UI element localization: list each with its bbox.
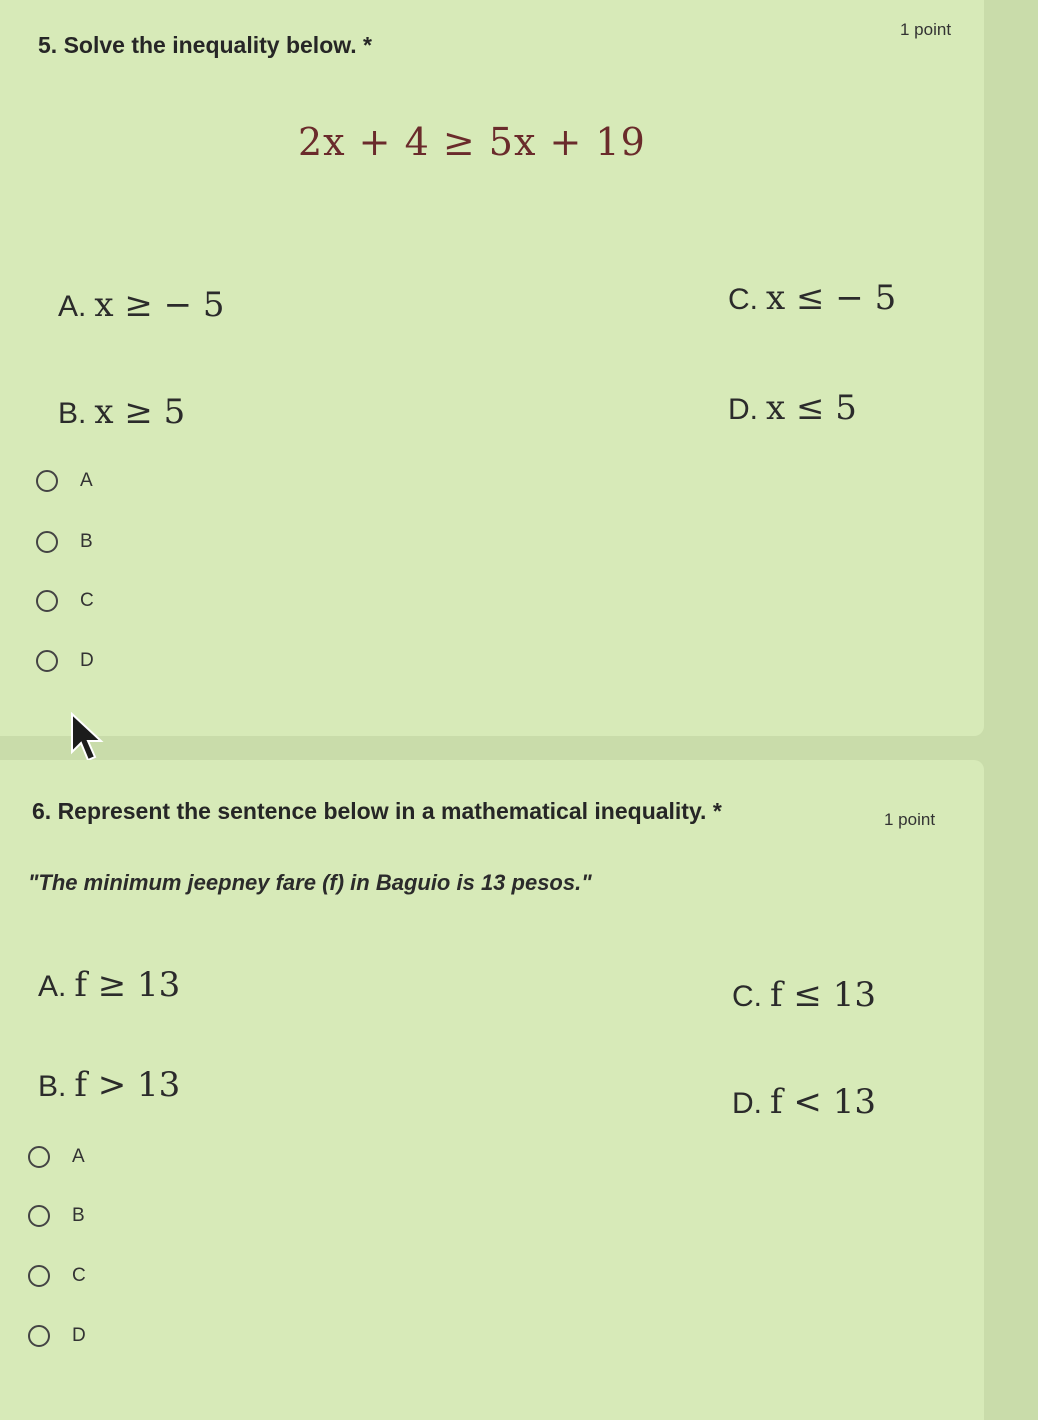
q6-choice-b — [38, 1065, 180, 1105]
question-6-title: 6. Represent the sentence below in a mathematical inequality. * — [32, 798, 722, 824]
q6-choice-d — [732, 1082, 876, 1122]
q5-choice-a — [58, 285, 225, 325]
mouse-pointer-icon — [68, 712, 108, 764]
question-5-title: 5. Solve the inequality below. * — [38, 32, 373, 58]
q5-choice-c-label: C. — [728, 283, 758, 316]
radio-button[interactable] — [28, 1325, 50, 1347]
q6-choice-a-label: A. — [38, 970, 67, 1003]
q5-choice-d-expr: x ≤ 5 — [766, 388, 857, 428]
q5-choice-c — [728, 278, 896, 318]
q6-option-b[interactable] — [28, 1205, 85, 1227]
q5-option-a-label: A — [80, 470, 93, 491]
radio-button[interactable] — [36, 531, 58, 553]
q5-choice-a-label: A. — [58, 290, 87, 323]
q5-option-b[interactable] — [36, 531, 93, 553]
q6-option-a-label: A — [72, 1146, 85, 1167]
q5-option-c-label: C — [80, 590, 94, 611]
q5-choice-c-expr: x ≤ − 5 — [766, 278, 897, 318]
q6-choice-a — [38, 965, 180, 1005]
q6-choice-d-label: D. — [732, 1087, 762, 1120]
q6-choice-c — [732, 975, 876, 1015]
q6-choice-b-label: B. — [38, 1070, 67, 1103]
question-5-equation: 2x + 4 ≥ 5x + 19 — [298, 120, 646, 164]
q6-choice-a-expr: f ≥ 13 — [74, 965, 181, 1005]
radio-button[interactable] — [36, 650, 58, 672]
q5-choice-b — [58, 392, 185, 432]
radio-button[interactable] — [36, 590, 58, 612]
q5-choice-d — [728, 388, 857, 428]
q5-option-d[interactable] — [36, 650, 94, 672]
q6-option-c-label: C — [72, 1265, 86, 1286]
q5-choice-b-label: B. — [58, 397, 87, 430]
question-5-points: 1 point — [900, 20, 952, 39]
q6-option-b-label: B — [72, 1205, 85, 1226]
q6-option-d-label: D — [72, 1325, 86, 1346]
q6-choice-d-expr: f < 13 — [770, 1082, 876, 1122]
q6-choice-c-label: C. — [732, 980, 762, 1013]
q5-option-d-label: D — [80, 650, 94, 671]
q6-option-a[interactable] — [28, 1146, 85, 1168]
question-6-points: 1 point — [884, 810, 936, 829]
question-6-sentence: "The minimum jeepney fare (f) in Baguio is 13 pesos." — [28, 870, 592, 895]
radio-button[interactable] — [28, 1265, 50, 1287]
q5-option-b-label: B — [80, 531, 93, 552]
q6-choice-c-expr: f ≤ 13 — [770, 975, 876, 1015]
radio-button[interactable] — [28, 1146, 50, 1168]
q5-choice-a-expr: x ≥ − 5 — [94, 285, 225, 325]
q6-choice-b-expr: f > 13 — [74, 1065, 181, 1105]
q5-option-c[interactable] — [36, 590, 94, 612]
q5-choice-b-expr: x ≥ 5 — [94, 392, 186, 432]
q6-option-c[interactable] — [28, 1265, 86, 1287]
radio-button[interactable] — [36, 470, 58, 492]
question-6-card — [0, 760, 984, 1420]
radio-button[interactable] — [28, 1205, 50, 1227]
q5-option-a[interactable] — [36, 470, 93, 492]
question-5-card — [0, 0, 984, 736]
q6-option-d[interactable] — [28, 1325, 86, 1347]
q5-choice-d-label: D. — [728, 393, 758, 426]
